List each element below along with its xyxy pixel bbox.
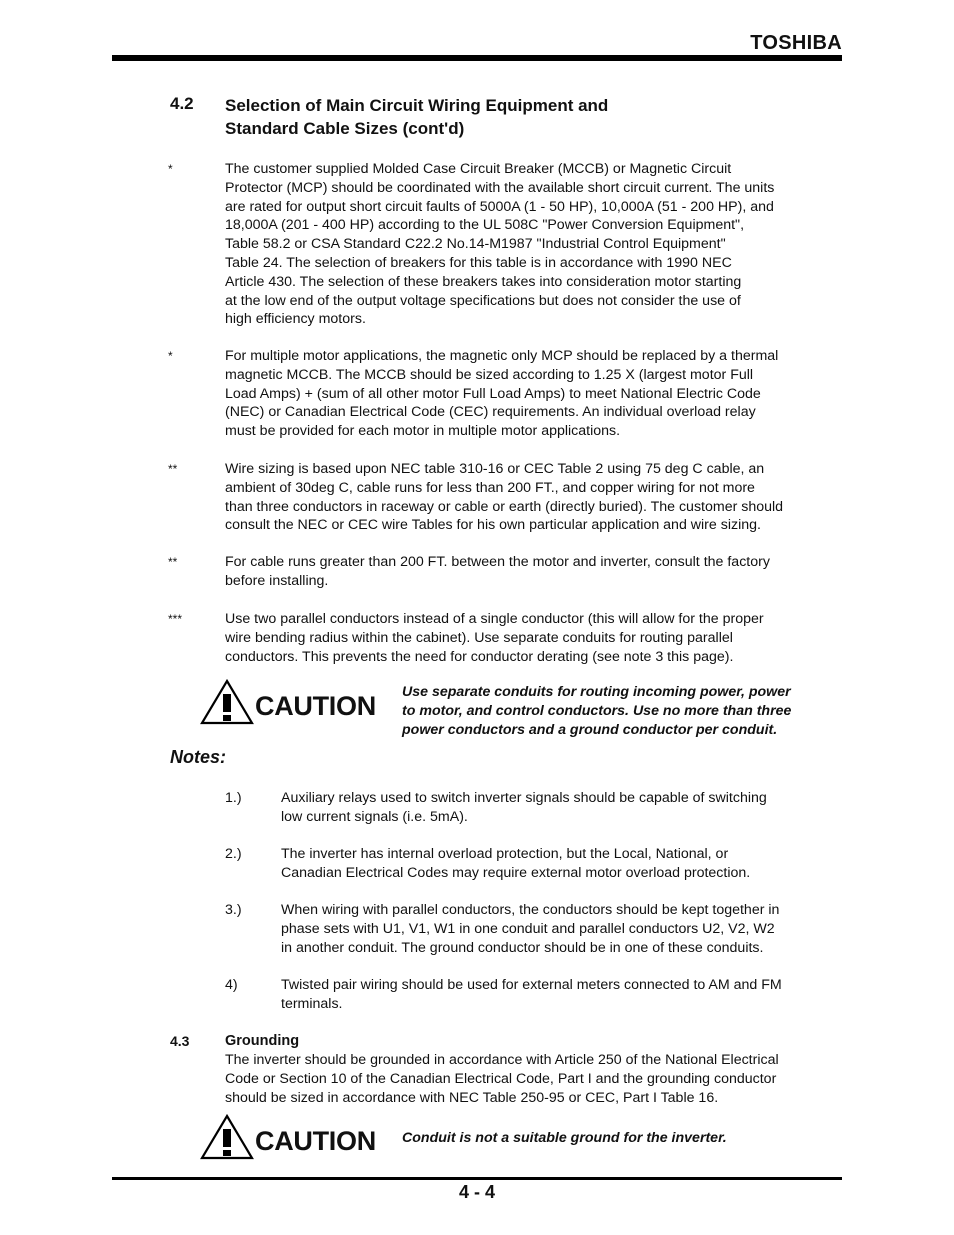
text-line: (NEC) or Canadian Electrical Code (CEC) requirements. An individual overload relay	[225, 404, 756, 421]
grounding-paragraph	[225, 1051, 837, 1107]
warning-triangle-icon	[200, 678, 254, 726]
text-line: Table 58.2 or CSA Standard C22.2 No.14-M1987 "Industrial Control Equipment"	[225, 236, 726, 253]
text-line: The inverter has internal overload protection, but the Local, National, or	[281, 846, 729, 862]
text-line: When wiring with parallel conductors, the conductors should be kept together in	[281, 902, 780, 918]
footnote-paragraph	[225, 460, 837, 535]
subsection-title: Grounding	[225, 1033, 300, 1049]
text-line: For multiple motor applications, the magnetic only MCP should be replaced by a thermal	[225, 348, 779, 364]
caution-block	[200, 1113, 390, 1163]
caution-block	[200, 678, 390, 728]
text-line: terminals.	[281, 995, 343, 1012]
text-line: phase sets with U1, V1, W1 in one conduit and parallel conductors U2, V2, W2	[281, 920, 775, 937]
text-line: are rated for output short circuit faults of 5000A (1 - 50 HP), 10,000A (51 - 200 HP), and	[225, 198, 774, 215]
text-line: 18,000A (201 - 400 HP) according to the UL 508C "Power Conversion Equipment",	[225, 217, 745, 234]
text-line: low current signals (i.e. 5mA).	[281, 808, 468, 825]
text-line: Article 430. The selection of these breakers takes into consideration motor starting	[225, 273, 742, 290]
footnote-marker: **	[168, 555, 178, 569]
note-text	[281, 901, 837, 957]
section-title-line: Standard Cable Sizes (cont'd)	[225, 119, 465, 138]
caution-label: CAUTION	[255, 1126, 376, 1156]
text-line: conductors. This prevents the need for conductor derating (see note 3 this page).	[225, 648, 734, 665]
text-line: power conductors and a ground conductor per conduit.	[402, 722, 778, 738]
text-line: before installing.	[225, 572, 329, 589]
text-line: at the low end of the output voltage specifications but does not consider the use of	[225, 292, 741, 309]
text-line: Auxiliary relays used to switch inverter signals should be capable of switching	[281, 790, 767, 806]
text-line: The inverter should be grounded in accordance with Article 250 of the National Electrical	[225, 1052, 779, 1068]
text-line: should be sized in accordance with NEC Table 250-95 or CEC, Part I Table 16.	[225, 1089, 719, 1106]
footnote-paragraph	[225, 553, 837, 591]
footnote-marker: **	[168, 462, 178, 476]
text-line: than three conductors in raceway or cable or earth (directly buried). The customer should	[225, 498, 784, 515]
text-line: For cable runs greater than 200 FT. between the motor and inverter, consult the factory	[225, 554, 770, 570]
footnote-marker: ***	[168, 612, 183, 626]
footnote-paragraph	[225, 610, 837, 666]
footnote-marker: *	[168, 349, 173, 363]
header-rule	[112, 55, 842, 61]
note-text	[281, 976, 837, 1014]
text-line: Protector (MCP) should be coordinated with the available short circuit current. The units	[225, 179, 775, 196]
note-number: 4)	[225, 977, 238, 993]
section-title-line: Selection of Main Circuit Wiring Equipment and	[225, 96, 609, 115]
note-text	[281, 789, 837, 827]
note-number: 1.)	[225, 790, 242, 806]
note-text	[281, 845, 837, 883]
text-line: Use two parallel conductors instead of a single conductor (this will allow for the proper	[225, 611, 764, 627]
text-line: wire bending radius within the cabinet). Use separate conduits for routing parallel	[225, 629, 733, 646]
text-line: Wire sizing is based upon NEC table 310-16 or CEC Table 2 using 75 deg C cable, an	[225, 461, 765, 477]
caution-label: CAUTION	[255, 691, 376, 721]
text-line: ambient of 30deg C, cable runs for less than 200 FT., and copper wiring for not more	[225, 479, 755, 496]
page-number: 4 - 4	[458, 1182, 496, 1202]
note-number: 3.)	[225, 902, 242, 918]
caution-message: Conduit is not a suitable ground for the inverter.	[402, 1130, 727, 1146]
section-number: 4.2	[170, 94, 194, 113]
text-line: to motor, and control conductors. Use no more than three	[402, 703, 792, 719]
text-line: Load Amps) + (sum of all other motor Full Load Amps) to meet National Electric Code	[225, 385, 761, 402]
warning-triangle-icon	[200, 1113, 254, 1161]
footnote-marker: *	[168, 162, 173, 176]
text-line: Code or Section 10 of the Canadian Electrical Code, Part I and the grounding conductor	[225, 1070, 777, 1087]
caution-message	[402, 683, 842, 740]
note-number: 2.)	[225, 846, 242, 862]
text-line: magnetic MCCB. The MCCB should be sized according to 1.25 X (largest motor Full	[225, 366, 754, 383]
text-line: Use separate conduits for routing incoming power, power	[402, 684, 791, 700]
notes-heading: Notes:	[170, 747, 227, 767]
text-line: in another conduit. The ground conductor should be in one of these conduits.	[281, 939, 764, 956]
footnote-paragraph	[225, 160, 837, 329]
text-line: Canadian Electrical Codes may require external motor overload protection.	[281, 864, 751, 881]
section-title	[225, 94, 785, 140]
text-line: Table 24. The selection of breakers for this table is in accordance with 1990 NEC	[225, 254, 732, 271]
text-line: Twisted pair wiring should be used for external meters connected to AM and FM	[281, 977, 782, 993]
text-line: consult the NEC or CEC wire Tables for his own particular application and wire sizing.	[225, 517, 761, 534]
text-line: high efficiency motors.	[225, 311, 366, 328]
text-line: The customer supplied Molded Case Circuit Breaker (MCCB) or Magnetic Circuit	[225, 161, 732, 177]
subsection-number: 4.3	[170, 1033, 190, 1049]
text-line: must be provided for each motor in multiple motor applications.	[225, 423, 621, 440]
footnote-paragraph	[225, 347, 837, 441]
brand-logo: TOSHIBA	[750, 32, 842, 54]
footer-rule	[112, 1177, 842, 1180]
